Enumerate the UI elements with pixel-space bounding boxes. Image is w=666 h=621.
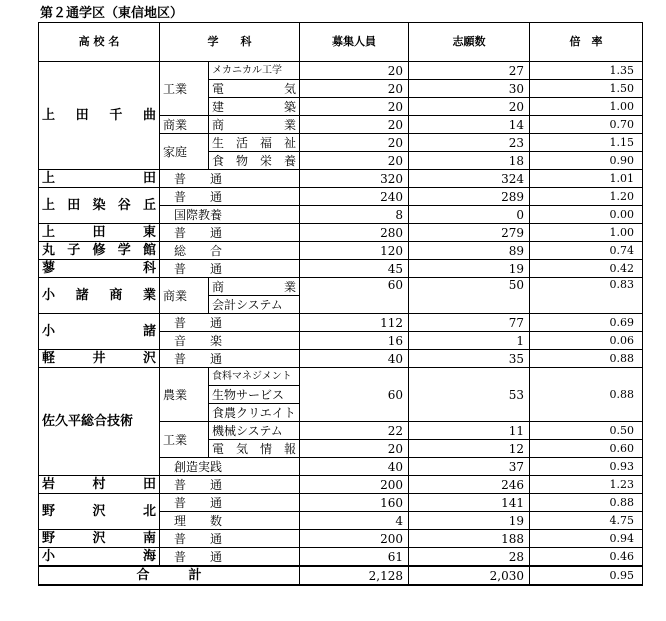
applicants: 19 (409, 512, 530, 530)
capacity: 120 (300, 242, 409, 260)
department: 音 楽 (160, 332, 300, 350)
department: 普 通 (160, 476, 300, 494)
table-row (39, 224, 643, 242)
ratio: 0.46 (530, 548, 643, 567)
department: 生物サービス (209, 386, 300, 404)
capacity: 20 (300, 62, 409, 80)
header-row (39, 23, 643, 62)
applicants: 37 (409, 458, 530, 476)
applicants: 279 (409, 224, 530, 242)
department: 建 築 (209, 98, 300, 116)
applicants: 324 (409, 170, 530, 188)
table-row (39, 242, 643, 260)
capacity: 320 (300, 170, 409, 188)
department: 普 通 (160, 260, 300, 278)
table-row (39, 494, 643, 512)
capacity: 20 (300, 116, 409, 134)
ratio: 0.88 (530, 368, 643, 422)
applicants: 27 (409, 62, 530, 80)
ratio: 1.15 (530, 134, 643, 152)
header-dept: 学 科 (160, 23, 300, 62)
ratio: 1.00 (530, 224, 643, 242)
total-ratio: 0.95 (530, 566, 643, 585)
department: 商 業 (209, 116, 300, 134)
school-name: 岩 村 田 (39, 476, 160, 494)
school-name: 蓼 科 (39, 260, 160, 278)
capacity: 240 (300, 188, 409, 206)
applicants: 18 (409, 152, 530, 170)
header-ratio: 倍 率 (530, 23, 643, 62)
school-name: 上 田 東 (39, 224, 160, 242)
applicants: 188 (409, 530, 530, 548)
header-applicants: 志願数 (409, 23, 530, 62)
department: 普 通 (160, 188, 300, 206)
applicants: 12 (409, 440, 530, 458)
table-row (39, 548, 643, 567)
department: メカニカル工学 (209, 62, 300, 80)
applicants: 289 (409, 188, 530, 206)
applicants: 11 (409, 422, 530, 440)
ratio: 4.75 (530, 512, 643, 530)
total-capacity: 2,128 (300, 566, 409, 585)
capacity: 60 (300, 278, 409, 314)
applicants: 30 (409, 80, 530, 98)
department: 普 通 (160, 494, 300, 512)
capacity: 280 (300, 224, 409, 242)
category: 工業 (160, 422, 209, 458)
school-name: 丸子修学館 (39, 242, 160, 260)
capacity: 160 (300, 494, 409, 512)
applicant-table (38, 22, 643, 586)
applicants: 1 (409, 332, 530, 350)
department: 総 合 (160, 242, 300, 260)
school-name: 上 田 (39, 170, 160, 188)
page-title: 第２通学区（東信地区） (40, 6, 184, 21)
table-row (39, 476, 643, 494)
school-name: 佐久平総合技術 (39, 368, 160, 476)
header-capacity: 募集人員 (300, 23, 409, 62)
capacity: 20 (300, 80, 409, 98)
table-row (39, 62, 643, 80)
department: 普 通 (160, 548, 300, 567)
ratio: 0.90 (530, 152, 643, 170)
header-school: 高 校 名 (39, 23, 160, 62)
table-row (39, 368, 643, 386)
ratio: 0.83 (530, 278, 643, 314)
department: 食農クリエイト (209, 404, 300, 422)
ratio: 0.00 (530, 206, 643, 224)
applicants: 77 (409, 314, 530, 332)
department: 普 通 (160, 530, 300, 548)
category: 工業 (160, 62, 209, 116)
capacity: 200 (300, 476, 409, 494)
table-row (39, 350, 643, 368)
category: 商業 (160, 278, 209, 314)
ratio: 0.88 (530, 350, 643, 368)
applicants: 89 (409, 242, 530, 260)
capacity: 200 (300, 530, 409, 548)
table-row (39, 170, 643, 188)
ratio: 1.50 (530, 80, 643, 98)
capacity: 40 (300, 350, 409, 368)
department: 電気情報 (209, 440, 300, 458)
department: 創造実践 (160, 458, 300, 476)
total-label: 合 計 (39, 566, 300, 585)
ratio: 0.93 (530, 458, 643, 476)
department: 普 通 (160, 170, 300, 188)
table-row (39, 260, 643, 278)
capacity: 40 (300, 458, 409, 476)
capacity: 16 (300, 332, 409, 350)
category: 農業 (160, 368, 209, 422)
capacity: 22 (300, 422, 409, 440)
applicants: 246 (409, 476, 530, 494)
school-name: 小 海 (39, 548, 160, 567)
department: 国際教養 (160, 206, 300, 224)
applicants: 28 (409, 548, 530, 567)
department: 生活福祉 (209, 134, 300, 152)
department: 普 通 (160, 350, 300, 368)
department: 商 業 (209, 278, 300, 296)
department: 会計システム (209, 296, 300, 314)
capacity: 60 (300, 368, 409, 422)
ratio: 0.69 (530, 314, 643, 332)
applicants: 0 (409, 206, 530, 224)
ratio: 1.23 (530, 476, 643, 494)
capacity: 8 (300, 206, 409, 224)
school-name: 上 田 染 谷 丘 (39, 188, 160, 224)
category: 商業 (160, 116, 209, 134)
capacity: 61 (300, 548, 409, 567)
capacity: 20 (300, 440, 409, 458)
school-name: 小 諸 商 業 (39, 278, 160, 314)
ratio: 1.35 (530, 62, 643, 80)
department: 普 通 (160, 224, 300, 242)
applicants: 53 (409, 368, 530, 422)
school-name: 軽 井 沢 (39, 350, 160, 368)
total-applicants: 2,030 (409, 566, 530, 585)
capacity: 45 (300, 260, 409, 278)
capacity: 20 (300, 152, 409, 170)
ratio: 1.20 (530, 188, 643, 206)
ratio: 1.01 (530, 170, 643, 188)
ratio: 0.70 (530, 116, 643, 134)
school-name: 小 諸 (39, 314, 160, 350)
department: 食料マネジメント (209, 368, 300, 386)
table-row (39, 188, 643, 206)
applicants: 19 (409, 260, 530, 278)
school-name: 上 田 千 曲 (39, 62, 160, 170)
capacity: 20 (300, 98, 409, 116)
ratio: 0.88 (530, 494, 643, 512)
school-name: 野 沢 北 (39, 494, 160, 530)
ratio: 0.60 (530, 440, 643, 458)
ratio: 1.00 (530, 98, 643, 116)
table-row (39, 530, 643, 548)
ratio: 0.74 (530, 242, 643, 260)
capacity: 112 (300, 314, 409, 332)
ratio: 0.42 (530, 260, 643, 278)
ratio: 0.50 (530, 422, 643, 440)
table-row (39, 278, 643, 296)
department: 機械システム (209, 422, 300, 440)
category: 家庭 (160, 134, 209, 170)
capacity: 4 (300, 512, 409, 530)
ratio: 0.06 (530, 332, 643, 350)
applicants: 141 (409, 494, 530, 512)
applicants: 20 (409, 98, 530, 116)
total-row (39, 566, 643, 585)
department: 理 数 (160, 512, 300, 530)
capacity: 20 (300, 134, 409, 152)
department: 食物栄養 (209, 152, 300, 170)
applicants: 23 (409, 134, 530, 152)
department: 電 気 (209, 80, 300, 98)
applicants: 35 (409, 350, 530, 368)
applicants: 14 (409, 116, 530, 134)
ratio: 0.94 (530, 530, 643, 548)
table-row (39, 314, 643, 332)
department: 普 通 (160, 314, 300, 332)
applicants: 50 (409, 278, 530, 314)
school-name: 野 沢 南 (39, 530, 160, 548)
